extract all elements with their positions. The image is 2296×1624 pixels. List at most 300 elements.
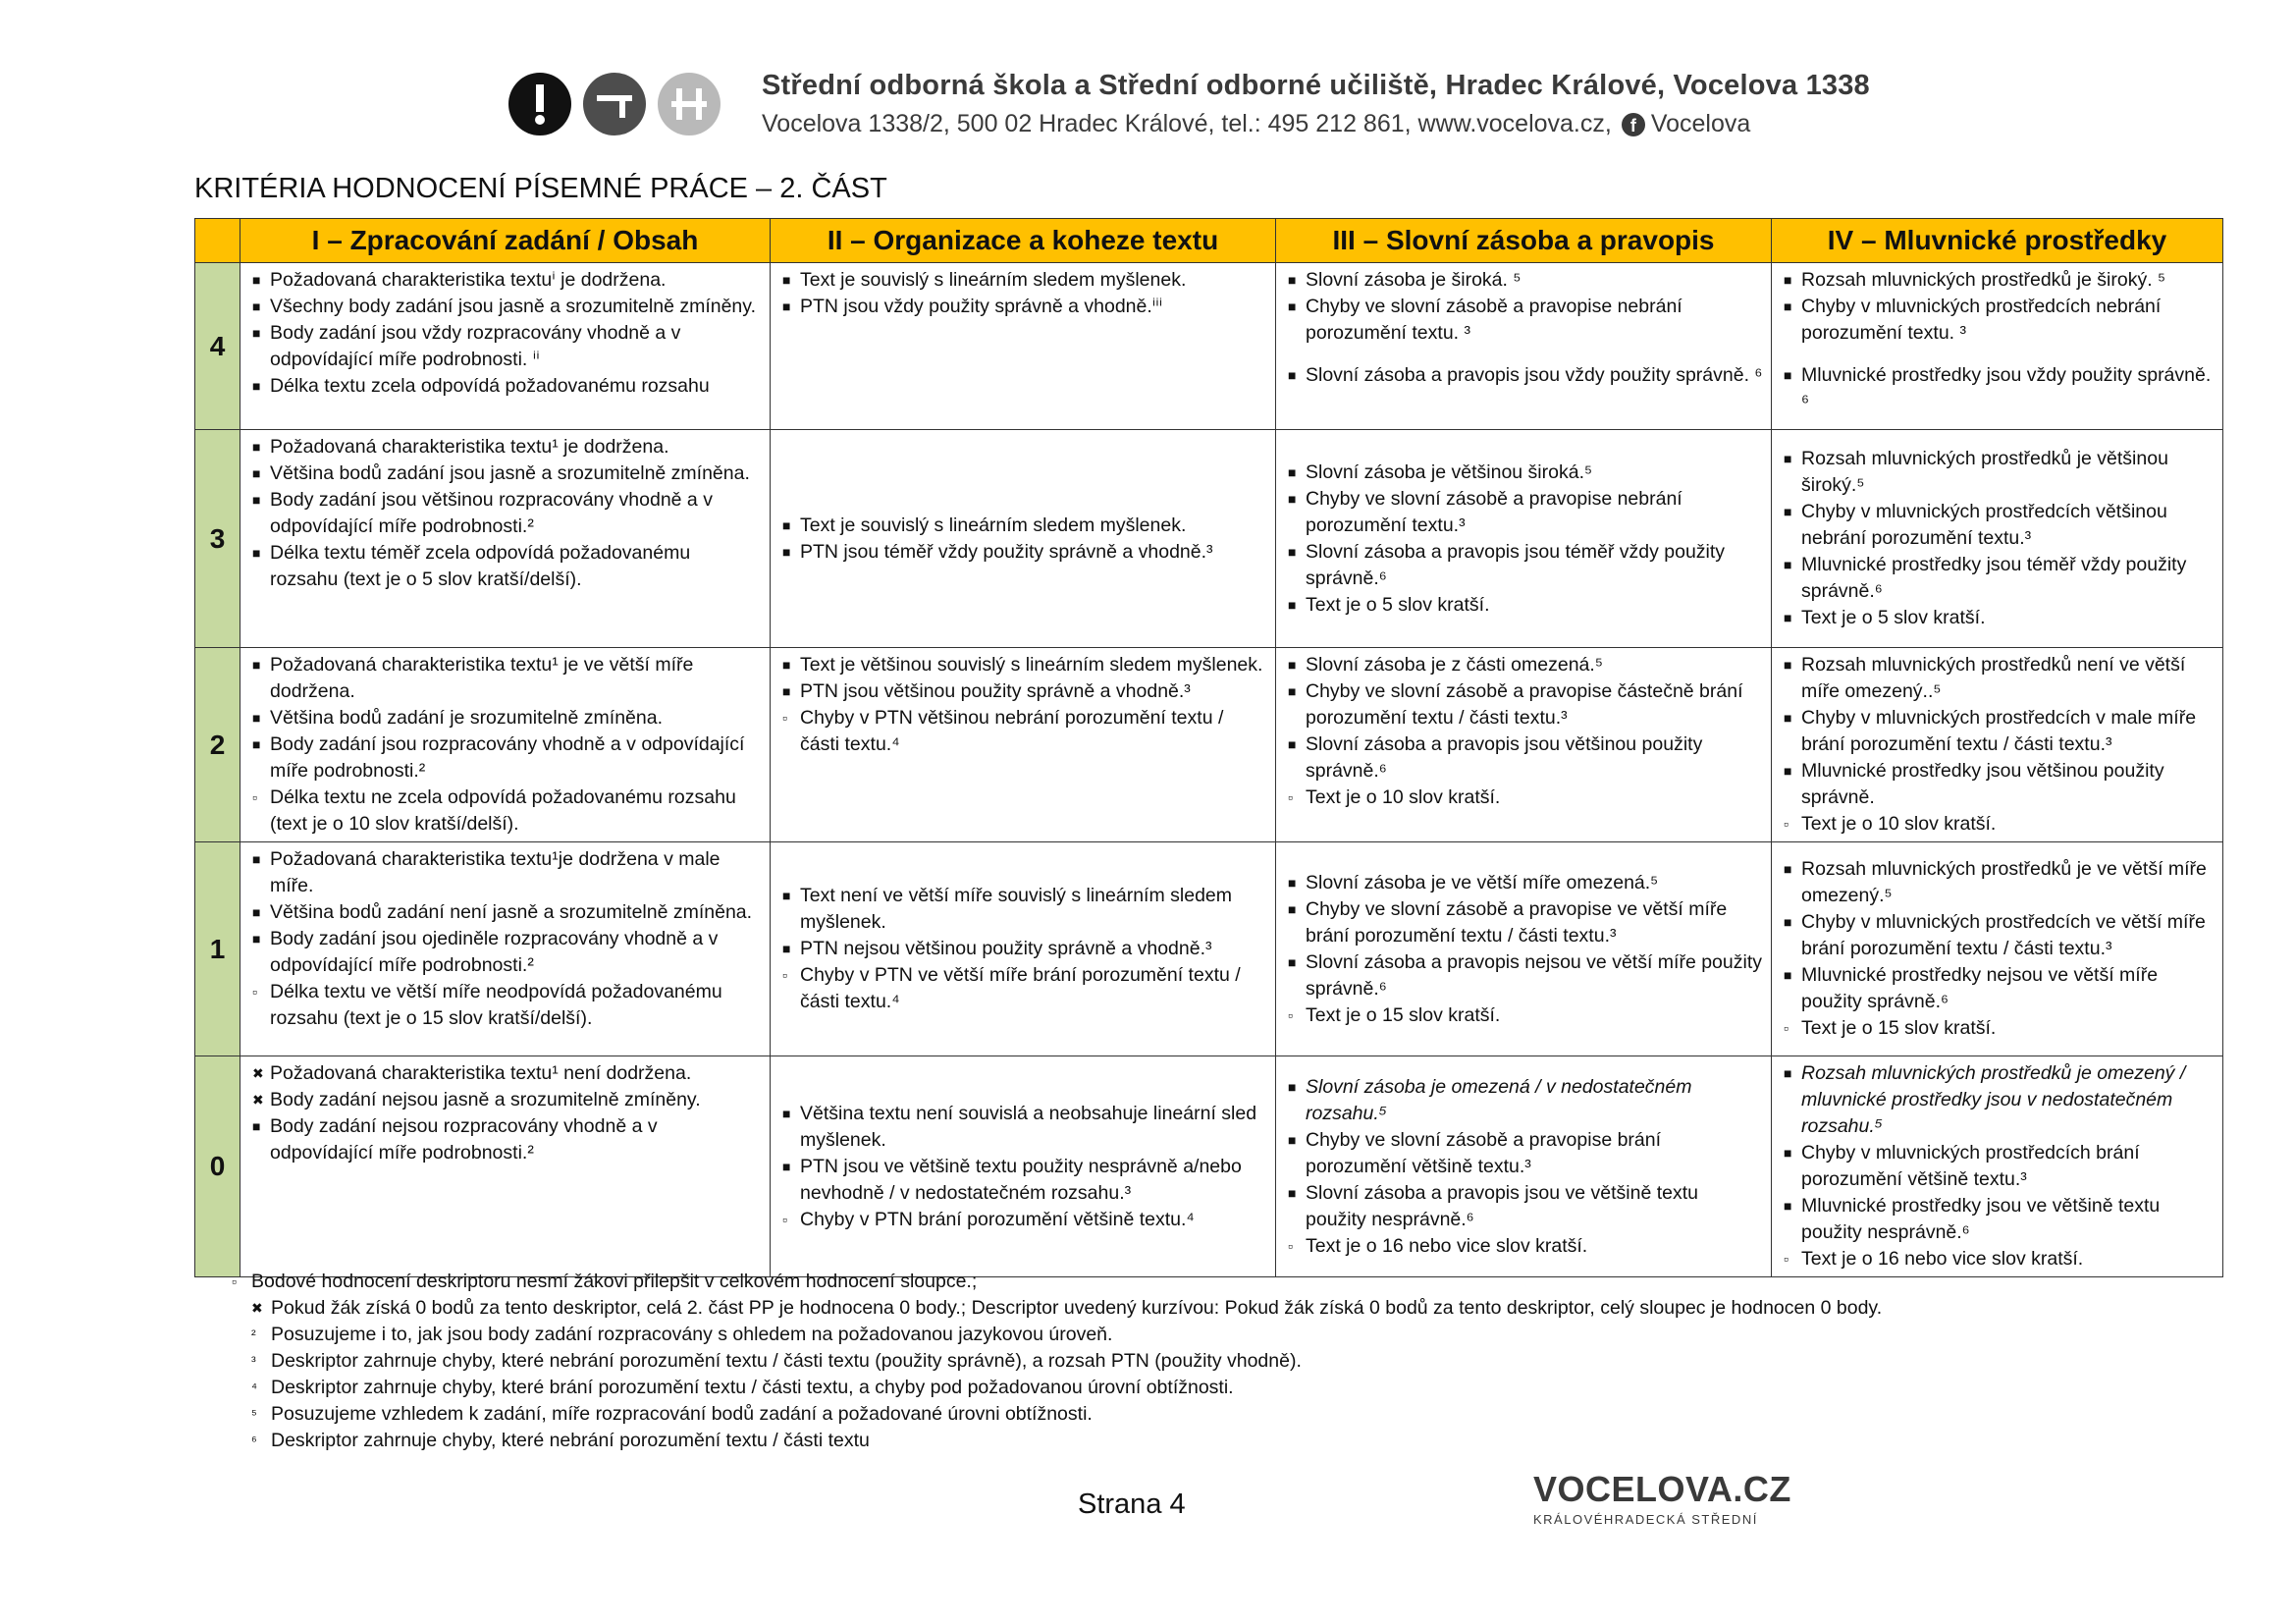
descriptor-cell [771,430,1276,648]
grid-logo-icon [658,73,721,135]
descriptor-item [252,731,762,785]
descriptor-cell [1772,648,2223,842]
brand-name: VOCELOVA.CZ [1533,1469,1791,1509]
descriptor-text: Body zadání jsou rozpracovány vhodně a v odpovídající míře podrobnosti.² [270,733,745,782]
bullet-marker: ■ [1784,710,1792,726]
descriptor-item [252,705,762,731]
descriptor-text: Mluvnické prostředky jsou téměř vždy použity správně.⁶ [1801,554,2187,602]
bullet-marker: ■ [1288,736,1297,752]
brand-tagline: KRÁLOVÉHRADECKÁ STŘEDNÍ [1533,1512,1758,1527]
descriptor-text: Většina textu není souvislá a neobsahuje lineární sled myšlenek. [800,1102,1257,1151]
bullet-marker: ■ [1288,298,1297,314]
bullet-marker: ▫ [252,984,257,1000]
footnote-marker: ▫ [232,1273,237,1289]
descriptor-item [782,705,1267,758]
bullet-marker: ■ [1288,596,1297,613]
descriptor-cell [771,842,1276,1056]
descriptor-item [252,487,762,540]
bullet-marker: ▫ [782,967,787,983]
bullet-marker: ■ [1288,874,1297,891]
descriptor-item [252,267,762,294]
bullet-marker: ■ [252,710,261,726]
descriptor-item [1784,267,2215,294]
column-header: III – Slovní zásoba a pravopis [1276,219,1772,263]
bullet-marker: ■ [1288,490,1297,507]
descriptor-text: Rozsah mluvnických prostředků je většinou široký.⁵ [1801,448,2168,496]
descriptor-text: Většina bodů zadání není jasně a srozumitelně zmíněna. [270,901,753,923]
descriptor-item [1784,758,2215,811]
footnote-marker: ⁴ [251,1380,258,1395]
table-header-row [195,219,2223,263]
footnote-text: Posuzujeme i to, jak jsou body zadání rozpracovány s ohledem na požadovanou jazykovou úroveň. [271,1324,1113,1345]
descriptor-text: Požadovaná charakteristika textuⁱ je dodržena. [270,269,667,291]
bullet-marker: ■ [782,298,791,314]
descriptor-item [782,1154,1267,1207]
descriptor-text: Mluvnické prostředky nejsou ve větší míře použity správně.⁶ [1801,964,2159,1012]
descriptor-item [1288,267,1763,294]
descriptor-item [252,926,762,979]
assessment-criteria-table [194,218,2223,1277]
bullet-marker: ■ [1288,1184,1297,1201]
footnote-text: Deskriptor zahrnuje chyby, které brání porozumění textu / části textu, a chyby pod požadovanou úrovní obtížnosti. [271,1377,1234,1398]
descriptor-item [1784,1140,2215,1193]
descriptor-list [1784,267,2215,415]
school-address-line [762,110,1870,138]
descriptor-item [782,539,1267,566]
descriptor-list [252,1060,762,1166]
bullet-marker: ■ [782,516,791,533]
descriptor-item [252,785,762,838]
bullet-marker: ▫ [1784,1251,1789,1267]
descriptor-cell [240,648,771,842]
descriptor-item [782,1207,1267,1233]
descriptor-text: Slovní zásoba je z části omezená.⁵ [1306,654,1603,676]
descriptor-text: Text je o 16 nebo vice slov kratší. [1801,1248,2084,1270]
school-header [508,65,1870,143]
descriptor-list [1784,856,2215,1042]
bullet-marker: ■ [1288,543,1297,560]
descriptor-list [782,1101,1267,1233]
document-title: KRITÉRIA HODNOCENÍ PÍSEMNÉ PRÁCE – 2. ČÁST [194,173,887,204]
descriptor-text: PTN jsou téměř vždy použity správně a vhodně.³ [800,540,1213,563]
descriptor-text: Rozsah mluvnických prostředků je široký. ⁵ [1801,269,2166,291]
descriptor-text: Chyby ve slovní zásobě a pravopise nebrání porozumění textu. ³ [1306,296,1682,344]
bullet-marker: ■ [1784,272,1792,288]
descriptor-text: Body zadání nejsou rozpracovány vhodně a v odpovídající míře podrobnosti.² [270,1115,658,1164]
bullet-marker: ■ [1784,298,1792,314]
descriptor-text: Body zadání jsou vždy rozpracovány vhodně a v odpovídající míře podrobnosti. ⁱⁱ [270,322,681,370]
bullet-marker: ■ [252,931,261,947]
bullet-marker: ■ [1784,914,1792,930]
descriptor-text: Chyby ve slovní zásobě a pravopise nebrání porozumění textu.³ [1306,487,1682,536]
facebook-label: Vocelova [1650,110,1751,137]
bullet-marker: ■ [1784,1198,1792,1214]
footnote-marker: ³ [251,1353,256,1369]
descriptor-text: Mluvnické prostředky jsou vždy použity správně. ⁶ [1801,364,2212,412]
descriptor-cell [1276,648,1772,842]
descriptor-text: Požadovaná charakteristika textu¹ není dodržena. [270,1062,692,1084]
descriptor-item [782,883,1267,936]
descriptor-item [782,513,1267,539]
bullet-marker: ■ [782,1105,791,1121]
descriptor-item [1288,652,1763,678]
descriptor-item [1288,460,1763,486]
descriptor-item [1288,949,1763,1002]
descriptor-item [1288,731,1763,785]
footnote [232,1269,1882,1295]
footnote [251,1295,1882,1322]
descriptor-item [1784,856,2215,909]
score-cell: 0 [195,1056,240,1277]
descriptor-text: Body zadání nejsou jasně a srozumitelně zmíněny. [270,1089,701,1110]
bullet-marker: ■ [782,683,791,699]
bullet-marker: ■ [782,941,791,956]
column-header: IV – Mluvnické prostředky [1772,219,2223,263]
descriptor-item [252,652,762,705]
descriptor-cell [1276,430,1772,648]
descriptor-text: Chyby v mluvnických prostředcích ve větší míře brání porozumění textu / části textu.³ [1801,911,2206,959]
bullet-marker: ■ [782,543,791,560]
descriptor-text: Body zadání jsou většinou rozpracovány vhodně a v odpovídající míře podrobnosti.² [270,489,713,537]
score-cell: 1 [195,842,240,1056]
descriptor-text: Slovní zásoba a pravopis nejsou ve větší míře použity správně.⁶ [1306,950,1762,1000]
descriptor-cell [1772,1056,2223,1277]
criteria-row [195,842,2223,1056]
descriptor-text: Chyby v PTN většinou nebrání porozumění textu / části textu.⁴ [800,707,1224,755]
bullet-marker: ▫ [782,710,787,726]
descriptor-item [1288,870,1763,896]
descriptor-text: Rozsah mluvnických prostředků je omezený / mluvnické prostředky jsou v nedostatečném rozsahu.⁵ [1801,1062,2186,1137]
bullet-marker: ■ [252,545,261,561]
footnote [251,1428,1882,1454]
bullet-marker: ▫ [1784,816,1789,832]
descriptor-list [782,652,1267,758]
bullet-marker: ■ [782,657,791,673]
bullet-marker: ■ [1784,1145,1792,1161]
descriptor-text: PTN nejsou většinou použity správně a vhodně.³ [800,938,1212,959]
bullet-marker: ■ [1288,272,1297,288]
descriptor-item [252,540,762,593]
descriptor-list [782,883,1267,1015]
descriptor-item [1784,962,2215,1015]
descriptor-item [1288,896,1763,949]
bullet-marker: ■ [782,1158,791,1174]
bullet-marker: ■ [252,439,261,455]
descriptor-text: Chyby ve slovní zásobě a pravopise ve větší míře brání porozumění textu / části textu.³ [1306,897,1728,947]
descriptor-text: Slovní zásoba a pravopis jsou vždy použity správně. ⁶ [1306,364,1763,386]
descriptor-item [1288,1233,1763,1260]
bullet-marker: ■ [1288,953,1297,970]
descriptor-text: Délka textu téměř zcela odpovídá požadovanému rozsahu (text je o 5 slov kratší/delší). [270,542,691,590]
descriptor-cell [240,1056,771,1277]
page-number: Strana 4 [1078,1489,1186,1520]
bullet-marker: ■ [252,298,261,314]
descriptor-item [782,678,1267,705]
bullet-marker: ■ [1784,451,1792,466]
bullet-marker: ■ [252,851,261,867]
descriptor-text: Požadovaná charakteristika textu¹je dodržena v male míře. [270,848,721,896]
descriptor-text: Požadovaná charakteristika textu¹ je dodržena. [270,436,669,458]
descriptor-item [1288,1180,1763,1233]
descriptor-item [1784,446,2215,499]
tool-logo-icon [583,73,646,135]
descriptor-text: Text je o 15 slov kratší. [1801,1017,1997,1039]
descriptor-list [1288,870,1763,1029]
bullet-marker: ▫ [1288,1237,1293,1254]
descriptor-text: PTN jsou většinou použity správně a vhodně.³ [800,680,1191,702]
footnote-marker: ✖ [251,1300,263,1316]
descriptor-item [252,373,762,400]
descriptor-text: Text je o 5 slov kratší. [1306,593,1490,616]
descriptor-cell [1276,1056,1772,1277]
descriptor-list [1288,1074,1763,1260]
descriptor-item [1784,1193,2215,1246]
descriptor-text: Text není ve větší míře souvislý s lineárním sledem myšlenek. [800,885,1232,933]
descriptor-item [1288,294,1763,347]
descriptor-text: Chyby v mluvnických prostředcích většinou nebrání porozumění textu.³ [1801,501,2167,549]
brand-logo [1533,1469,1791,1527]
school-address: Vocelova 1338/2, 500 02 Hradec Králové, tel.: 495 212 861, www.vocelova.cz, [762,110,1612,137]
descriptor-text: Požadovaná charakteristika textu¹ je ve větší míře dodržena. [270,654,694,702]
descriptor-cell [1772,842,2223,1056]
footnote-text: Deskriptor zahrnuje chyby, které nebrání porozumění textu / části textu (použity správně), a rozsah PTN (použity vhodně). [271,1350,1302,1372]
bullet-marker: ■ [782,888,791,903]
descriptor-item [1288,486,1763,539]
bullet-marker: ■ [252,1118,261,1134]
descriptor-item [252,979,762,1032]
descriptor-text: Text je většinou souvislý s lineárním sledem myšlenek. [800,654,1263,676]
column-header: II – Organizace a koheze textu [771,219,1276,263]
descriptor-list [252,652,762,838]
footnote-marker: ⁶ [251,1433,257,1448]
descriptor-item [1784,1060,2215,1140]
descriptor-item [1288,539,1763,592]
bullet-marker: ■ [1288,463,1297,480]
descriptor-cell [771,648,1276,842]
descriptor-text: Délka textu ne zcela odpovídá požadovanému rozsahu (text je o 10 slov kratší/delší). [270,786,736,835]
descriptor-cell [240,430,771,648]
footnote [251,1375,1882,1401]
descriptor-text: Mluvnické prostředky jsou ve většině textu použity nesprávně.⁶ [1801,1195,2161,1243]
score-cell: 2 [195,648,240,842]
descriptor-text: Slovní zásoba je široká. ⁵ [1306,269,1522,291]
score-cell: 3 [195,430,240,648]
descriptor-cell [771,263,1276,430]
footnote-text: Pokud žák získá 0 bodů za tento deskriptor, celá 2. část PP je hodnocena 0 body.; Descriptor uvedený kurzívou: Pokud žák získá 0 bodů za tento deskriptor, celý sloupec je hodnocen 0 body. [271,1297,1883,1319]
descriptor-text: Chyby v mluvnických prostředcích v male míře brání porozumění textu / části textu.³ [1801,707,2197,755]
descriptor-list [1784,652,2215,838]
descriptor-text: Délka textu zcela odpovídá požadovanému rozsahu [270,375,710,397]
descriptor-item [1784,499,2215,552]
descriptor-cell [771,1056,1276,1277]
descriptor-item [1288,1074,1763,1127]
descriptor-list [252,846,762,1032]
descriptor-text: PTN jsou vždy použity správně a vhodně.ⁱⁱⁱ [800,296,1163,317]
score-cell: 4 [195,263,240,430]
bullet-marker: ■ [1288,367,1297,383]
bullet-marker: ■ [1784,1065,1792,1081]
descriptor-item [1784,909,2215,962]
school-name: Střední odborná škola a Střední odborné učiliště, Hradec Králové, Vocelova 1338 [762,70,1870,101]
footnote-text: Posuzujeme vzhledem k zadání, míře rozpracování bodů zadání a požadované úrovni obtížnosti. [271,1403,1093,1425]
descriptor-text: Text je o 10 slov kratší. [1801,813,1997,835]
footnote [251,1348,1882,1375]
footnote [251,1322,1882,1348]
corner-cell [195,219,240,263]
descriptor-text: Text je o 5 slov kratší. [1801,607,1986,628]
descriptor-item [252,1113,762,1166]
descriptor-cell [240,842,771,1056]
bullet-marker: ■ [252,492,261,508]
criteria-row [195,263,2223,430]
descriptor-cell [1276,842,1772,1056]
descriptor-item [1288,678,1763,731]
descriptor-list [1784,1060,2215,1272]
descriptor-cell [240,263,771,430]
descriptor-list [252,267,762,400]
descriptor-item [1288,1127,1763,1180]
descriptor-item [1784,605,2215,631]
bullet-marker: ■ [252,904,261,920]
bullet-marker: ■ [1784,763,1792,779]
bullet-marker: ■ [1288,683,1297,699]
bullet-marker: ■ [782,272,791,288]
descriptor-text: Většina bodů zadání jsou jasně a srozumitelně zmíněna. [270,462,750,484]
descriptor-item [782,294,1267,320]
descriptor-item [782,1101,1267,1154]
descriptor-cell [1276,263,1772,430]
criteria-row [195,1056,2223,1277]
bullet-marker: ▫ [1288,789,1293,805]
descriptor-item [252,460,762,487]
descriptor-text: Slovní zásoba a pravopis jsou téměř vždy použity správně.⁶ [1306,540,1726,589]
descriptor-item [1784,811,2215,838]
bullet-marker: ■ [1784,610,1792,625]
descriptor-text: Chyby v mluvnických prostředcích nebrání porozumění textu. ³ [1801,296,2162,344]
footnotes [232,1269,1882,1454]
descriptor-item [1784,705,2215,758]
bullet-marker: ■ [1784,967,1792,983]
descriptor-cell [1772,263,2223,430]
descriptor-item [252,1087,762,1113]
bullet-marker: ✖ [252,1065,264,1081]
descriptor-item [1784,1015,2215,1042]
descriptor-text: Mluvnické prostředky jsou většinou použity správně. [1801,760,2164,808]
descriptor-text: Chyby ve slovní zásobě a pravopise brání porozumění většině textu.³ [1306,1128,1662,1177]
descriptor-text: Slovní zásoba je omezená / v nedostatečném rozsahu.⁵ [1306,1075,1692,1124]
descriptor-item [1784,652,2215,705]
descriptor-item [782,962,1267,1015]
bullet-marker: ■ [252,736,261,752]
descriptor-item [1288,1002,1763,1029]
descriptor-text: Všechny body zadání jsou jasně a srozumitelně zmíněny. [270,296,756,317]
footnote [251,1401,1882,1428]
bullet-marker: ■ [252,657,261,673]
bullet-marker: ■ [1784,367,1792,383]
descriptor-text: Slovní zásoba a pravopis jsou ve většině textu použity nesprávně.⁶ [1306,1181,1698,1230]
descriptor-item [252,434,762,460]
descriptor-item [1288,785,1763,811]
bullet-marker: ▫ [1784,1020,1789,1036]
descriptor-list [1288,267,1763,389]
descriptor-text: Body zadání jsou ojediněle rozpracovány vhodně a v odpovídající míře podrobnosti.² [270,928,719,976]
descriptor-cell [1772,430,2223,648]
bullet-marker: ■ [1784,861,1792,877]
descriptor-text: Rozsah mluvnických prostředků není ve větší míře omezený..⁵ [1801,654,2186,702]
descriptor-item [782,652,1267,678]
descriptor-item [252,294,762,320]
descriptor-list [1288,460,1763,619]
bullet-marker: ■ [1288,657,1297,673]
bullet-marker: ■ [252,272,261,288]
descriptor-text: Text je o 15 slov kratší. [1306,1003,1501,1026]
criteria-row [195,430,2223,648]
bullet-marker: ■ [1784,657,1792,673]
descriptor-text: Rozsah mluvnických prostředků je ve větší míře omezený.⁵ [1801,858,2207,906]
descriptor-item [1784,552,2215,605]
bullet-marker: ■ [252,378,261,394]
descriptor-item [252,846,762,899]
facebook-icon: f [1622,113,1645,136]
descriptor-list [782,513,1267,566]
descriptor-item [1288,362,1763,389]
descriptor-text: Chyby v mluvnických prostředcích brání porozumění většině textu.³ [1801,1142,2140,1190]
descriptor-text: Chyby ve slovní zásobě a pravopise částečně brání porozumění textu / části textu.³ [1306,680,1743,729]
descriptor-text: Slovní zásoba je většinou široká.⁵ [1306,460,1593,483]
descriptor-list [1784,446,2215,631]
descriptor-text: Text je o 10 slov kratší. [1306,786,1501,808]
bullet-marker: ■ [1288,900,1297,917]
descriptor-text: Text je souvislý s lineárním sledem myšlenek. [800,514,1187,536]
descriptor-item [1288,592,1763,619]
school-logos [508,73,721,135]
descriptor-list [1288,652,1763,811]
bullet-marker: ▫ [252,789,257,805]
descriptor-list [252,434,762,593]
descriptor-text: Chyby v PTN brání porozumění většině textu.⁴ [800,1208,1195,1230]
bullet-marker: ▫ [1288,1006,1293,1023]
bullet-marker: ■ [252,465,261,481]
descriptor-text: PTN jsou ve většině textu použity nesprávně a/nebo nevhodně / v nedostatečném rozsahu.³ [800,1155,1242,1204]
descriptor-text: Text je souvislý s lineárním sledem myšlenek. [800,269,1187,291]
bullet-marker: ✖ [252,1092,264,1108]
bullet-marker: ▫ [782,1211,787,1227]
criteria-row [195,648,2223,842]
descriptor-text: Slovní zásoba a pravopis jsou většinou použity správně.⁶ [1306,733,1703,782]
descriptor-item [782,936,1267,962]
descriptor-item [252,1060,762,1087]
footnote-marker: ² [251,1326,256,1342]
info-logo-icon [508,73,571,135]
descriptor-text: Většina bodů zadání je srozumitelně zmíněna. [270,707,663,729]
footnote-marker: ⁵ [251,1406,257,1422]
bullet-marker: ■ [252,325,261,341]
descriptor-list [782,267,1267,320]
table-body [195,263,2223,1277]
bullet-marker: ■ [1784,557,1792,572]
descriptor-text: Chyby v PTN ve větší míře brání porozumění textu / části textu.⁴ [800,964,1241,1012]
descriptor-text: Text je o 16 nebo vice slov kratší. [1306,1234,1588,1257]
bullet-marker: ■ [1288,1131,1297,1148]
descriptor-text: Slovní zásoba je ve větší míře omezená.⁵ [1306,871,1659,893]
footnote-text: Bodové hodnocení deskriptoru nesmí žákovi přilepšit v celkovém hodnocení sloupce.; [251,1271,978,1292]
column-header: I – Zpracování zadání / Obsah [240,219,771,263]
descriptor-text: Délka textu ve větší míře neodpovídá požadovanému rozsahu (text je o 15 slov kratší/delší). [270,981,722,1029]
descriptor-item [1784,362,2215,415]
bullet-marker: ■ [1784,504,1792,519]
footnote-text: Deskriptor zahrnuje chyby, které nebrání porozumění textu / části textu [271,1430,870,1451]
descriptor-item [252,899,762,926]
